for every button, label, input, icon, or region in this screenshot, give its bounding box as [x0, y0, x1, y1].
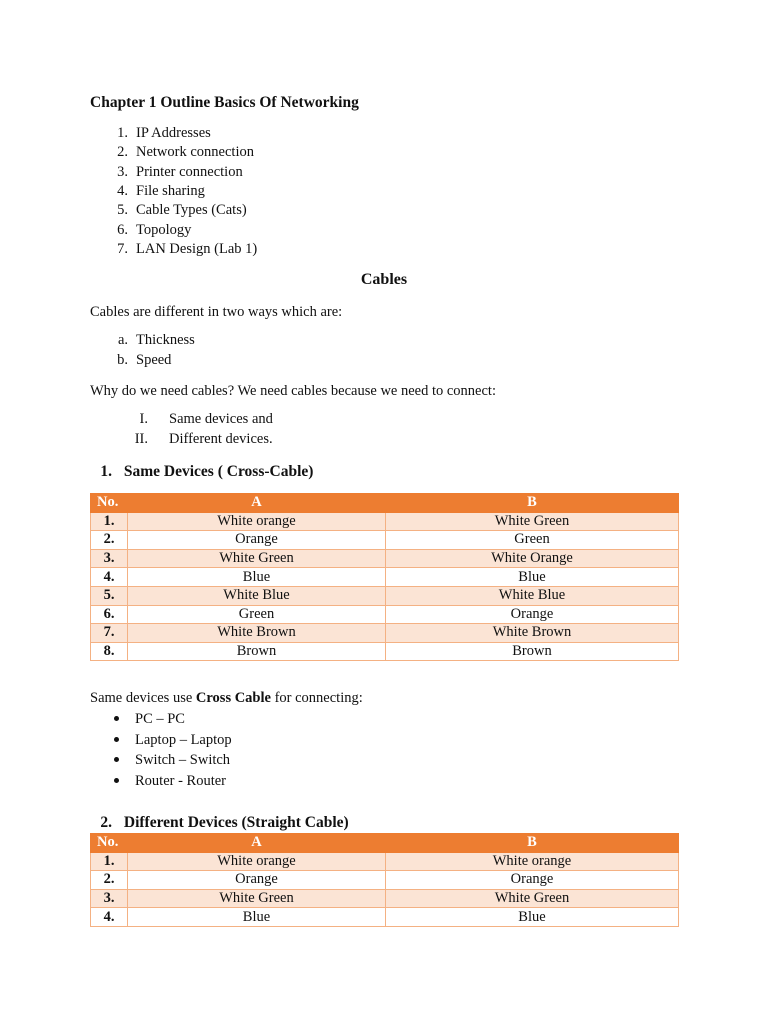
wire-a-cell: White orange — [128, 852, 386, 871]
table-header-cell: No. — [91, 494, 128, 513]
wire-b-cell: Orange — [386, 871, 679, 890]
reason-item-text: Different devices. — [169, 431, 273, 447]
wire-a-cell: Orange — [128, 531, 386, 550]
outline-item-text: File sharing — [136, 182, 205, 199]
section1-title: Same Devices ( Cross-Cable) — [123, 463, 314, 480]
reason-item-numeral: I. — [139, 411, 148, 427]
table-row — [91, 586, 679, 605]
wire-b-cell: Green — [386, 531, 679, 550]
why-cables-text: Why do we need cables? We need cables because we need to connect: — [90, 383, 496, 399]
ways-item-letter: a. — [117, 332, 128, 348]
outline-item-number: 2. — [117, 144, 128, 161]
wire-a-cell: White orange — [128, 512, 386, 531]
wire-b-cell: Brown — [386, 642, 679, 661]
table-header-row — [91, 834, 679, 853]
table-row — [91, 642, 679, 661]
outline-item-number: 3. — [117, 163, 128, 180]
wire-a-cell: Brown — [128, 642, 386, 661]
wire-b-cell: Blue — [386, 908, 679, 927]
note-prefix: Same devices use — [90, 690, 196, 706]
bullet-icon — [114, 757, 119, 762]
wire-a-cell: White Green — [128, 549, 386, 568]
ways-item-text: Thickness — [136, 332, 195, 348]
wire-a-cell: Green — [128, 605, 386, 624]
table-row — [91, 624, 679, 643]
wire-b-cell: White Blue — [386, 586, 679, 605]
wire-b-cell: White Orange — [386, 549, 679, 568]
table-header-cell: A — [128, 834, 386, 853]
wire-b-cell: White Green — [386, 512, 679, 531]
wire-b-cell: White Brown — [386, 624, 679, 643]
device-pair-text: Laptop – Laptop — [135, 731, 232, 748]
bullet-icon — [114, 778, 119, 783]
row-number-cell: 7. — [91, 624, 128, 643]
wire-b-cell: Orange — [386, 605, 679, 624]
cables-intro: Cables are different in two ways which are: — [90, 304, 343, 320]
device-pair-text: Switch – Switch — [135, 752, 231, 768]
row-number-cell: 4. — [91, 908, 128, 927]
outline-item-number: 4. — [117, 182, 128, 199]
cables-title: Cables — [360, 271, 408, 288]
reason-item — [120, 410, 380, 428]
row-number-cell: 8. — [91, 642, 128, 661]
row-number-cell: 5. — [91, 586, 128, 605]
outline-item-text: IP Addresses — [136, 125, 211, 141]
row-number-cell: 6. — [91, 605, 128, 624]
row-number-cell: 3. — [91, 549, 128, 568]
outline-item-text: Topology — [136, 221, 192, 238]
wire-a-cell: White Brown — [128, 624, 386, 643]
outline-item-text: Cable Types (Cats) — [136, 202, 247, 219]
ways-item-text: Speed — [136, 352, 172, 368]
outline-item-text: Printer connection — [136, 163, 243, 180]
wire-a-cell: Blue — [128, 568, 386, 587]
table-row — [91, 512, 679, 531]
outline-item-text: LAN Design (Lab 1) — [136, 240, 258, 257]
reason-item-numeral: II. — [134, 431, 148, 447]
note-suffix: for connecting: — [270, 690, 363, 706]
table-row — [91, 549, 679, 568]
wire-b-cell: White Green — [386, 889, 679, 908]
same-devices-table — [90, 493, 679, 661]
row-number-cell: 3. — [91, 889, 128, 908]
section2-number: 2. — [100, 814, 112, 831]
outline-item-number: 1. — [117, 125, 128, 141]
table-row — [91, 908, 679, 927]
row-number-cell: 2. — [91, 871, 128, 890]
section1-number: 1. — [100, 463, 112, 480]
wire-a-cell: Orange — [128, 871, 386, 890]
section1-heading — [90, 463, 313, 481]
row-number-cell: 1. — [91, 852, 128, 871]
table-row — [91, 568, 679, 587]
table-row — [91, 531, 679, 550]
table-row — [91, 605, 679, 624]
reason-item-text: Same devices and — [169, 411, 273, 427]
chapter-heading: Chapter 1 Outline Basics Of Networking — [90, 94, 359, 111]
note-cross-cable: Cross Cable — [195, 690, 271, 706]
outline-item-number: 5. — [117, 202, 128, 219]
row-number-cell: 1. — [91, 512, 128, 531]
device-pair-text: PC – PC — [135, 711, 185, 727]
outline-item-number: 6. — [117, 221, 128, 238]
bullet-icon — [114, 716, 119, 721]
outline-item-number: 7. — [117, 240, 128, 257]
table-row — [91, 889, 679, 908]
ways-item-letter: b. — [117, 352, 128, 368]
outline-item-text: Network connection — [136, 144, 254, 161]
wire-b-cell: Blue — [386, 568, 679, 587]
table-row — [91, 852, 679, 871]
wire-a-cell: White Green — [128, 889, 386, 908]
wire-a-cell: White Blue — [128, 586, 386, 605]
wire-a-cell: Blue — [128, 908, 386, 927]
row-number-cell: 2. — [91, 531, 128, 550]
row-number-cell: 4. — [91, 568, 128, 587]
same-devices-note — [90, 689, 363, 707]
table-header-cell: B — [386, 494, 679, 513]
table-header-cell: A — [128, 494, 386, 513]
different-devices-table — [90, 833, 679, 927]
bullet-icon — [114, 737, 119, 742]
section2-title: Different Devices (Straight Cable) — [123, 814, 349, 831]
table-header-cell: B — [386, 834, 679, 853]
device-pair-text: Router - Router — [135, 772, 227, 789]
section2-heading — [90, 814, 349, 832]
table-header-cell: No. — [91, 834, 128, 853]
table-header-row — [91, 494, 679, 513]
table-row — [91, 871, 679, 890]
wire-b-cell: White orange — [386, 852, 679, 871]
reason-item — [120, 430, 380, 448]
